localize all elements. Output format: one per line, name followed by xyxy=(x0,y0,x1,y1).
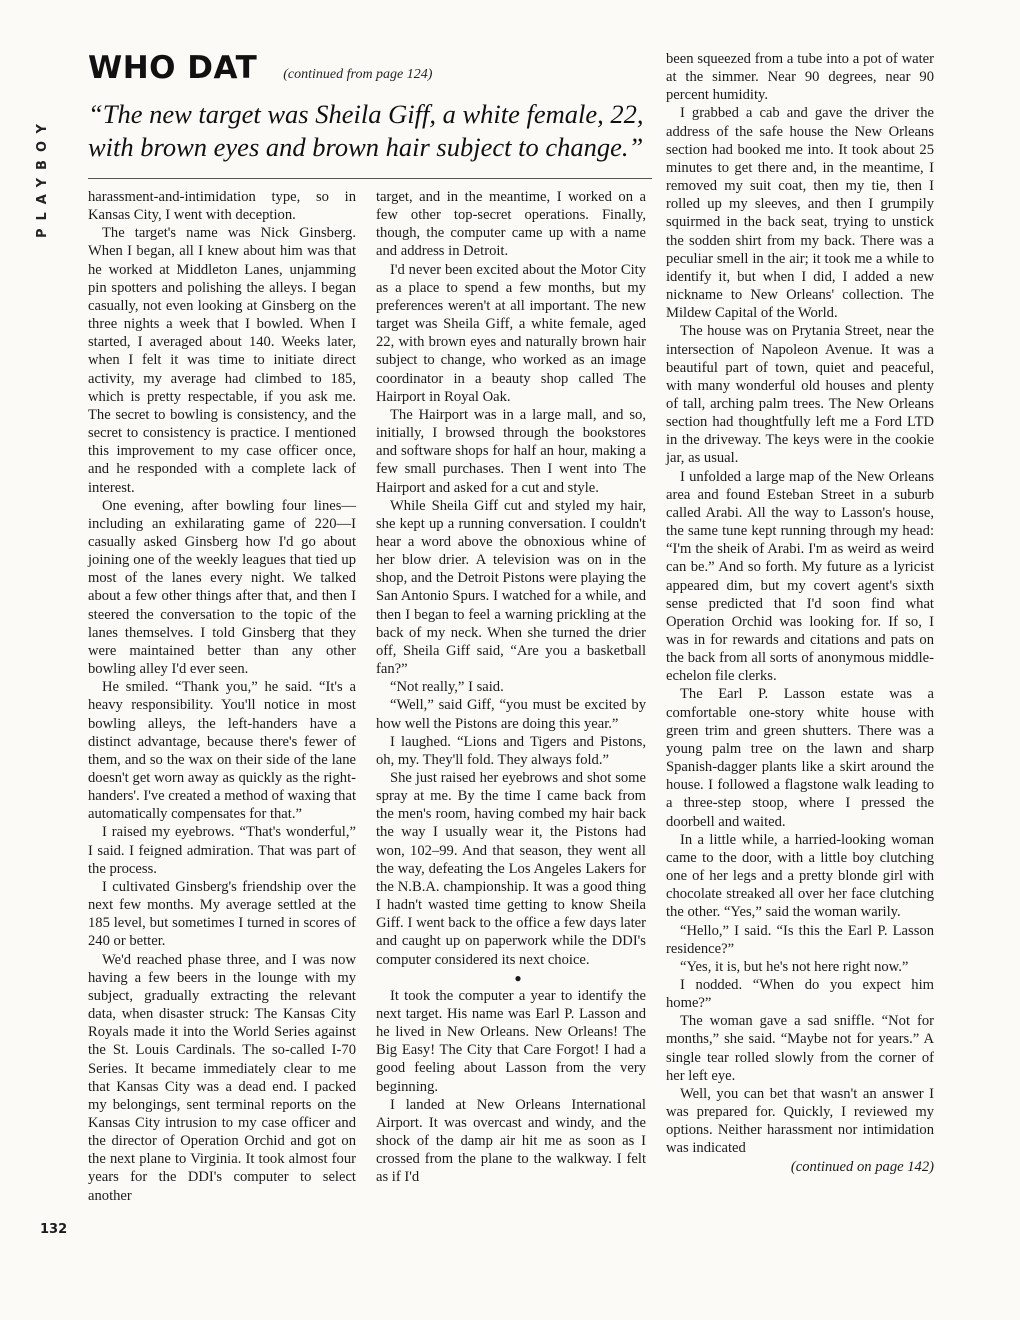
paragraph: We'd reached phase three, and I was now having a few beers in the lounge with my subject, gradually extracting the relevant data, when disaster struck: The Kansas City Royals made it into the World Series against the St. Louis Cardinals. The so-called I-70 Series. It became immediately clear to me that Kansas City was a dead end. I packed my belongings, sent terminal reports on the Kansas City intrusion to my case officer and the director of Operation Orchid and got on the next plane to Virginia. It took almost four years for the DDI's computer to select another xyxy=(88,951,356,1204)
paragraph: The Hairport was in a large mall, and so, initially, I browsed through the bookstores and software shops for half an hour, making a few small purchases. Then I went into The Hairport and asked for a cut and style. xyxy=(376,406,646,496)
paragraph: I laughed. “Lions and Tigers and Pistons, oh, my. They'll fold. They always fold.” xyxy=(376,733,646,768)
continued-on-note: (continued on page 142) xyxy=(790,1158,934,1175)
paragraph: It took the computer a year to identify the next target. His name was Earl P. Lasson and he lived in New Orleans. New Orleans! The Big Easy! The City that Care Forgot! I had a good feeling about Lasson from the very beginning. xyxy=(376,987,646,1095)
paragraph: She just raised her eyebrows and shot some spray at me. By the time I came back from the men's room, having combed my hair back the way I usually wear it, the Pistons had won, 102–99. And that season, they went all the way, defeating the Los Angeles Lakers for the N.B.A. championship. It was a good thing I hadn't wasted time getting to know Sheila Giff. I went back to the office a few days later and caught up on paperwork while the DDI's computer considered its next choice. xyxy=(376,770,646,968)
paragraph: I raised my eyebrows. “That's wonderful,” I said. I feigned admiration. That was part of the process. xyxy=(88,824,356,877)
pull-quote-rule xyxy=(88,178,652,179)
paragraph: The woman gave a sad sniffle. “Not for months,” she said. “Maybe not for years.” A single tear rolled slowly from the corner of her left eye. xyxy=(666,1013,934,1084)
paragraph: In a little while, a harried-looking woman came to the door, with a little boy clutching one of her legs and a pretty blonde girl with chocolate streaked all over her face clutching the other. “Yes,” said the woman warily. xyxy=(666,831,934,921)
paragraph: The target's name was Nick Ginsberg. When I began, all I knew about him was that he worked at Middleton Lanes, unjamming pin spotters and polishing the alleys. I began casually, not even looking at Ginsberg on the three nights a week that I bowled. When I started, I averaged about 140. Weeks later, when I felt it was time to initiate direct activity, my average had climbed to 185, which is pretty respectable, if you ask me. The secret to bowling is consistency, and the secret to consistency is practice. I mentioned this improvement to my case officer once, and he responded with a complete lack of interest. xyxy=(88,225,356,496)
pull-quote: “The new target was Sheila Giff, a white female, 22, with brown eyes and brown hair subject to change.” xyxy=(88,99,644,162)
paragraph: While Sheila Giff cut and styled my hair, she kept up a running conversation. I couldn't hear a word above the obnoxious whine of her blow drier. A television was on in the shop, and the Detroit Pistons were playing the San Antonio Spurs. I watched for a while, and then I began to feel a warning prickling at the back of my neck. When she turned the drier off, Sheila Giff said, “Are you a basketball fan?” xyxy=(376,497,646,678)
paragraph: The house was on Prytania Street, near the intersection of Napoleon Avenue. It was a beautiful part of town, quiet and peaceful, with many wonderful old houses and plenty of tall, arching palm trees. The New Orleans section had thoughtfully left me a Ford LTD in the driveway. The keys were in the cookie jar, as usual. xyxy=(666,323,934,467)
article-header xyxy=(88,50,648,90)
continued-from-note: (continued from page 124) xyxy=(283,67,433,82)
paragraph: I'd never been excited about the Motor City as a place to spend a few months, but my preferences weren't at all important. The new target was Sheila Giff, a white female, aged 22, with brown eyes and naturally brown hair subject to change, who worked as an image coordinator in a beauty shop called The Hairport in Royal Oak. xyxy=(376,261,646,405)
page-number: 132 xyxy=(40,1222,68,1237)
section-break-bullet: ● xyxy=(514,970,522,985)
paragraph: I cultivated Ginsberg's friendship over the next few months. My average settled at the 185 level, but sometimes I turned in scores of 240 or better. xyxy=(88,878,356,950)
paragraph: “Well,” said Giff, “you must be excited by how well the Pistons are doing this year.” xyxy=(376,697,646,732)
paragraph: “Not really,” I said. xyxy=(390,679,504,696)
paragraph: “Yes, it is, but he's not here right now.” xyxy=(680,958,909,975)
paragraph: He smiled. “Thank you,” he said. “It's a heavy responsibility. You'll notice in most bowling alleys, the left-handers have a distinct advantage, because there's fewer of them, and so the wax on their side of the lane doesn't get worn away as quickly as the right-handers'. I've created a method of waxing that automatically compensates for that.” xyxy=(88,679,356,823)
paragraph: I landed at New Orleans International Airport. It was overcast and windy, and the shock of the damp air hit me as soon as I crossed from the plane to the walkway. I felt as if I'd xyxy=(376,1096,646,1186)
text-column-2 xyxy=(376,188,646,1186)
text-column-3 xyxy=(666,50,934,1176)
paragraph: “Hello,” I said. “Is this the Earl P. Lasson residence?” xyxy=(666,922,934,957)
paragraph: been squeezed from a tube into a pot of water at the simmer. Near 90 degrees, near 90 percent humidity. xyxy=(666,51,934,104)
magazine-spine-title: PLAYBOY xyxy=(35,116,50,238)
paragraph: I unfolded a large map of the New Orleans area and found Esteban Street in a suburb called Arabi. All the way to Lasson's house, the same tune kept running through my head: “I'm the sheik of Arabi. I'm as weird as weird can be.” And so forth. My future as a lyricist appeared dim, but my covert agent's sixth sense predicted that I'd soon find what Operation Orchid was looking for. If so, I was in for rewards and citations and pats on the back from all sorts of anonymous middle-echelon file clerks. xyxy=(666,468,934,685)
paragraph: I nodded. “When do you expect him home?” xyxy=(666,976,934,1012)
paragraph: target, and in the meantime, I worked on a few other top-secret operations. Finally, though, the computer came up with a name and address in Detroit. xyxy=(376,189,646,260)
paragraph: I grabbed a cab and gave the driver the address of the safe house the New Orleans section had booked me into. It took about 25 minutes to get there and, in the meantime, I removed my suit coat, then my tie, then I rolled up my sleeves, and then I grumpily squirmed in the back seat, trying to unstick the sodden shirt from my back. There was a peculiar smell in the air; it took me a while to identify it, but when I did, I added a new nickname to New Orleans' collection. The Mildew Capital of the World. xyxy=(666,105,934,322)
paragraph: harassment-and-intimidation type, so in Kansas City, I went with deception. xyxy=(88,189,356,224)
paragraph: Well, you can bet that wasn't an answer I was prepared for. Quickly, I reviewed my options. Neither harassment nor intimidation was indicated xyxy=(666,1085,934,1157)
text-column-1 xyxy=(88,188,356,1205)
department-title: WHO DAT xyxy=(88,50,258,86)
paragraph: One evening, after bowling four lines—including an exhilarating game of 220—I casually asked Ginsberg how I'd go about joining one of the weekly leagues that tied up most of the lanes every night. We talked about a few other things after that, and then I steered the conversation to the topic of the lanes themselves. I told Ginsberg that they were maintained better than any other bowling alley I'd ever seen. xyxy=(88,497,356,678)
paragraph: The Earl P. Lasson estate was a comfortable one-story white house with green trim and green shutters. There was a young palm tree on the lawn and sharp Spanish-dagger plants like a skirt around the house. I followed a flagstone walk leading to a three-step stoop, where I pressed the doorbell and waited. xyxy=(666,686,934,830)
